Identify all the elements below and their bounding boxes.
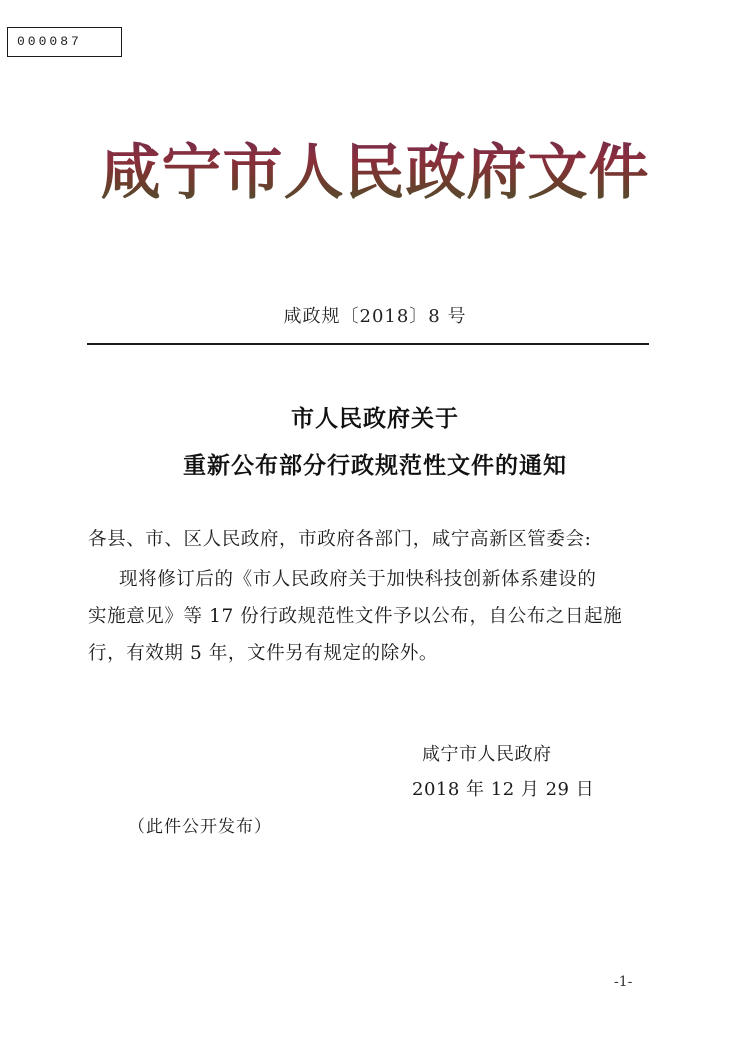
- page-number: -1-: [614, 974, 633, 990]
- signature-date: 2018 年 12 月 29 日: [412, 779, 595, 800]
- addressee-line: 各县、市、区人民政府，市政府各部门，咸宁高新区管委会:: [88, 529, 592, 550]
- notice-title-line-2: 重新公布部分行政规范性文件的通知: [183, 452, 567, 479]
- signature-organization: 咸宁市人民政府: [422, 744, 552, 765]
- serial-number-box: [7, 27, 122, 57]
- body-paragraph-line-1: 现将修订后的《市人民政府关于加快科技创新体系建设的: [119, 569, 597, 590]
- header-divider: [87, 343, 649, 345]
- document-number: 咸政规〔2018〕8 号: [283, 306, 467, 327]
- body-paragraph-line-2: 实施意见》等 17 份行政规范性文件予以公布，自公布之日起施: [88, 606, 623, 627]
- notice-title-line-1: 市人民政府关于: [291, 405, 459, 432]
- publish-note: （此件公开发布）: [128, 817, 272, 837]
- document-header-title: 咸宁市人民政府文件: [75, 128, 675, 218]
- serial-number: 000087: [17, 34, 82, 49]
- body-paragraph-line-3: 行，有效期 5 年，文件另有规定的除外。: [88, 643, 439, 664]
